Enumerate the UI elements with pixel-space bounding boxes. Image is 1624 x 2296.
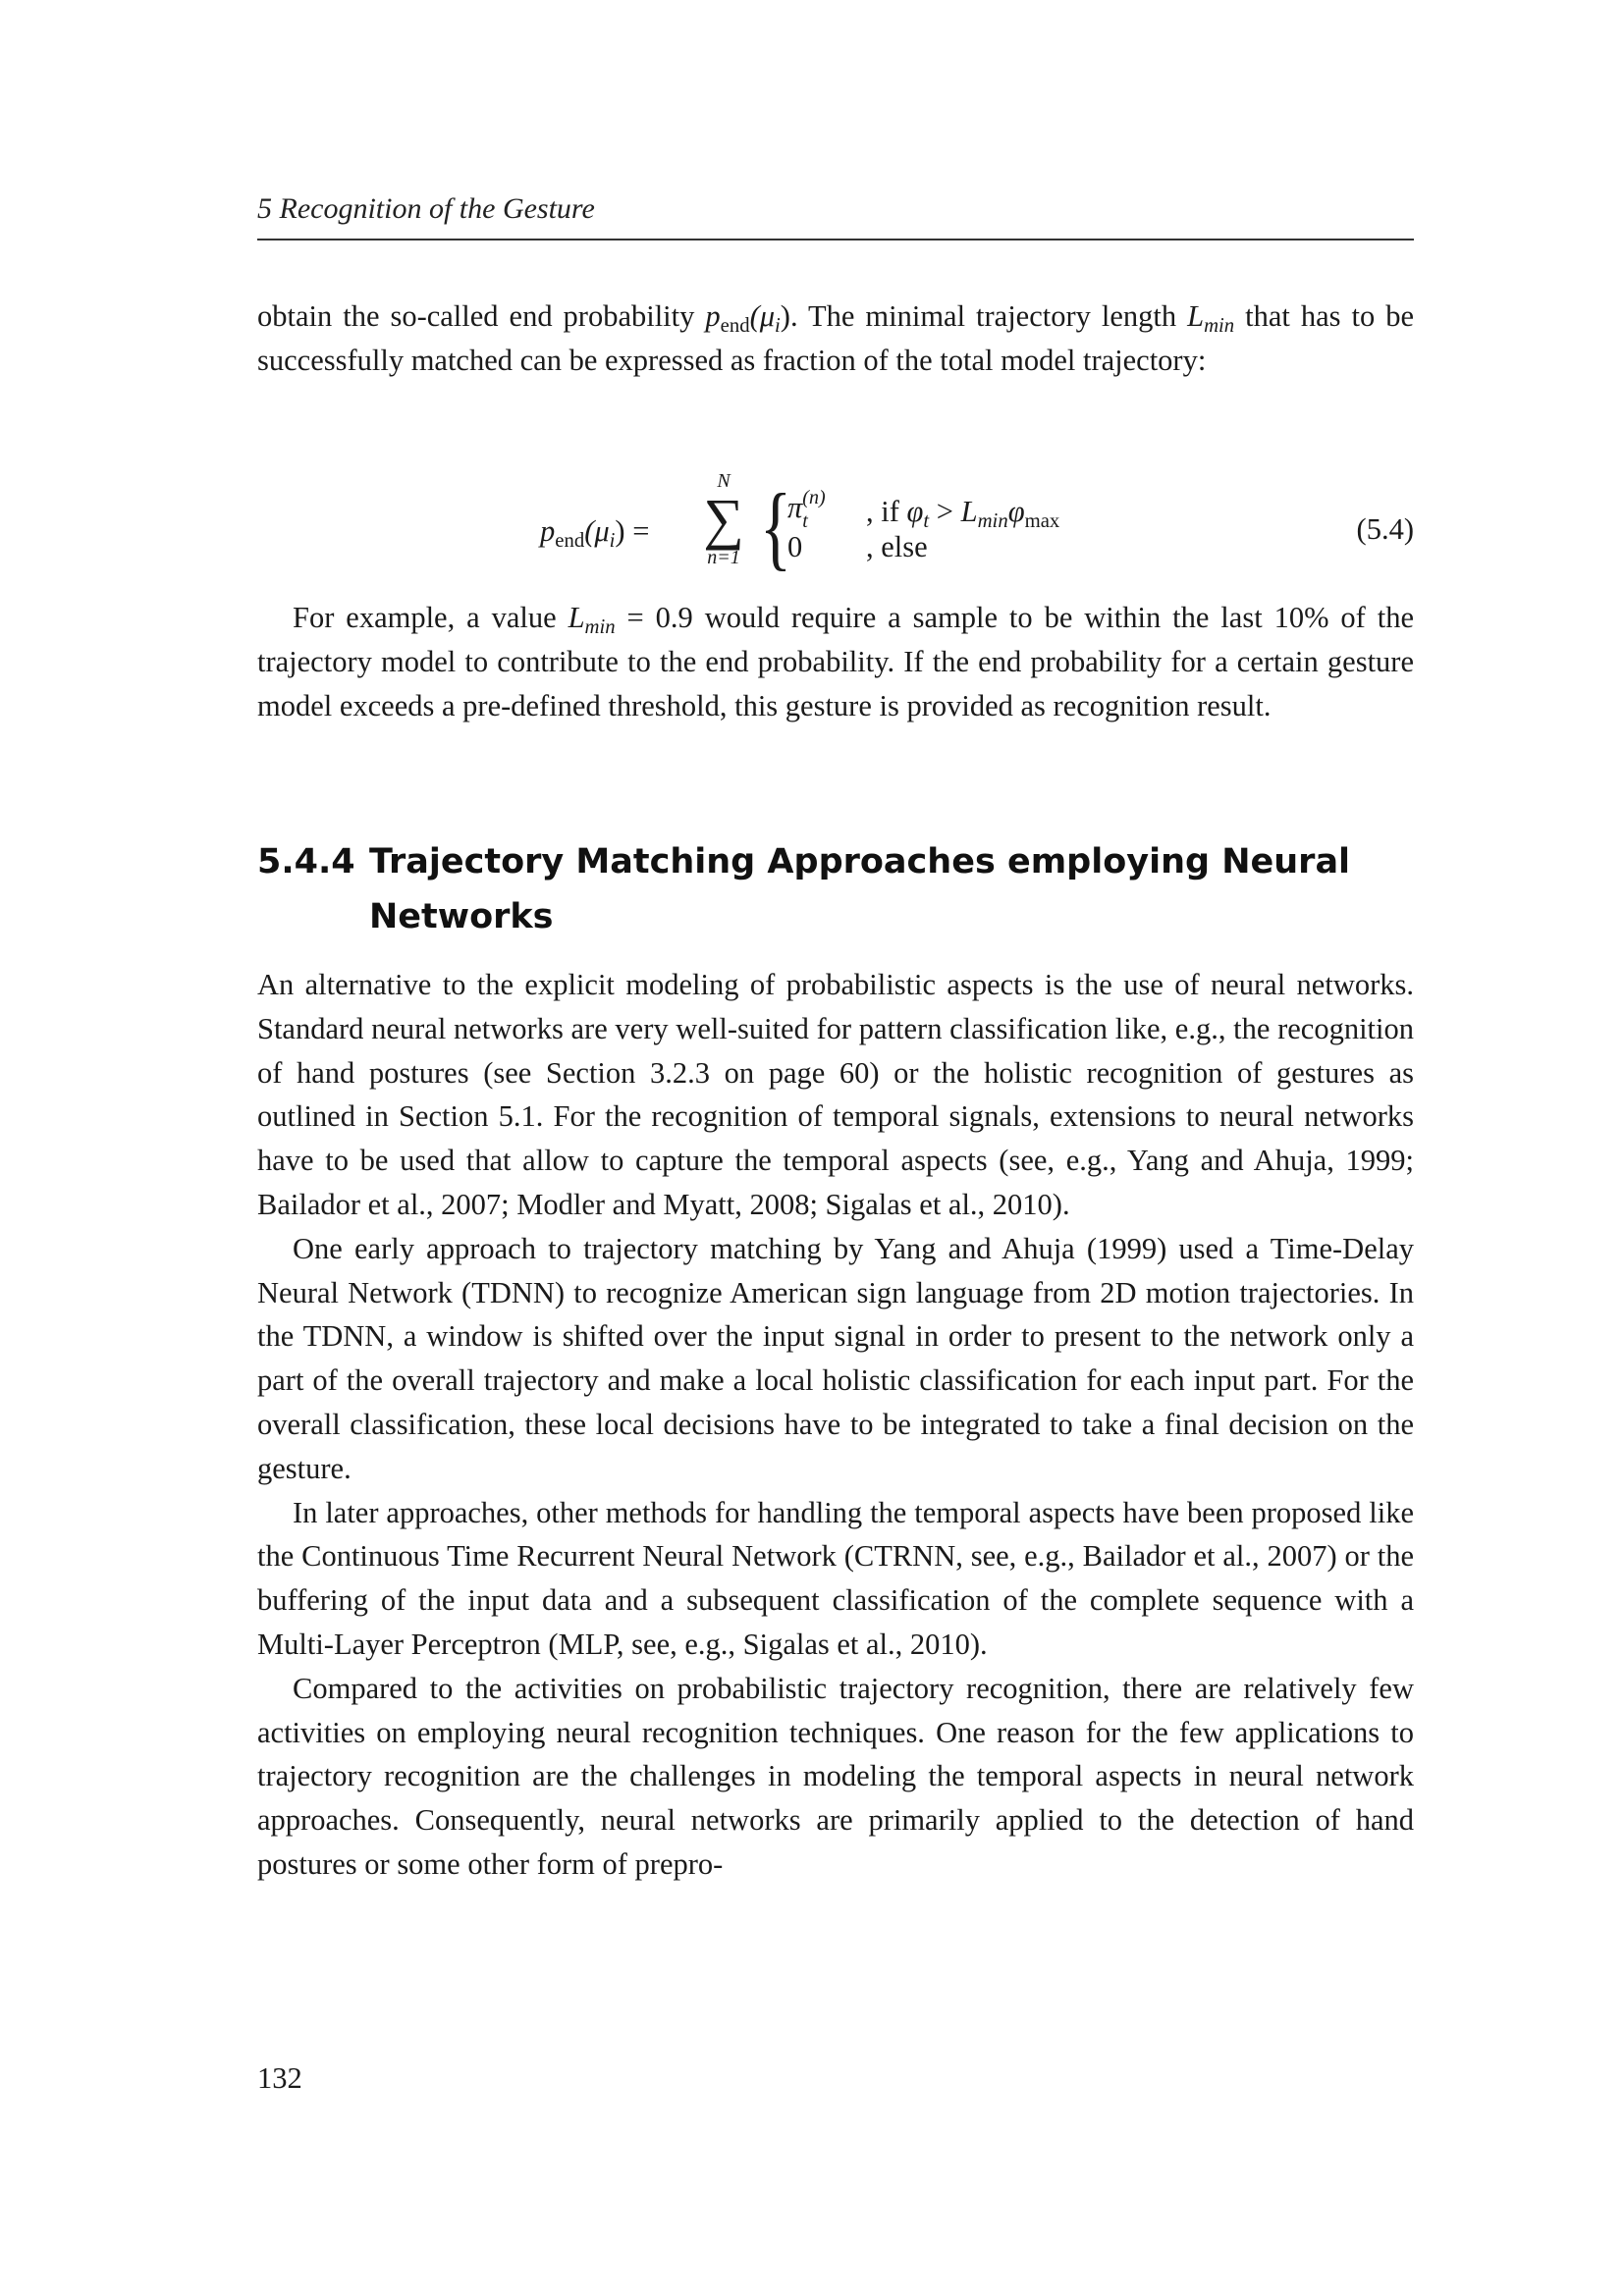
gt-sign: > [929, 495, 961, 528]
intro-text: obtain the so-called end probability [257, 299, 706, 333]
eq-L-sub: min [977, 509, 1008, 532]
case-1-value [787, 487, 832, 532]
example-paragraph [257, 596, 1414, 727]
math-sub-i: i [775, 314, 781, 337]
example-text-rest: = 0.9 would require a sample to be within the last 10% of the trajectory model to contribute to the end probability. If the end probability for a certain gesture model exceeds a pre-defined threshold, this gesture is provided as recognition result. [257, 601, 1414, 722]
sum-upper-limit: N [717, 470, 731, 492]
section-title: Trajectory Matching Approaches employing Neural Networks [369, 842, 1351, 936]
equation-number: (5.4) [1356, 512, 1414, 546]
case-2-value: 0 [787, 530, 803, 563]
body-paragraph: Compared to the activities on probabilistic trajectory recognition, there are relatively few activities on employing neural recognition techniques. One reason for the few applications to trajectory recognition are the challenges in modeling the temporal aspects in neural network approaches. Consequently, neural networks are primarily applied to the detection of hand postures or some other form of prepro- [257, 1671, 1414, 1881]
intro-text-2: ). The minimal trajectory length [780, 299, 1188, 333]
math-sub-min: min [1204, 314, 1235, 337]
eq-sub-i: i [609, 529, 616, 552]
body-paragraph: An alternative to the explicit modeling of probabilistic aspects is the use of neural networks. Standard neural networks are very well-suited for pattern classification like, e.g., the recognition of hand postures (see Section 3.2.3 on page 60) or the holistic recognition of gestures as outlined in Section 5.1. For the recognition of temporal signals, extensions to neural networks have to be used that allow to capture the temporal aspects (see, e.g., Yang and Ahuja, 1999; Bailador et al., 2007; Modler and Myatt, 2008; Sigalas et al., 2010). [257, 968, 1414, 1221]
header-rule [257, 239, 1414, 240]
section-number: 5.4.4 [257, 842, 355, 881]
math-mu: (μ [749, 299, 776, 333]
body-paragraph: One early approach to trajectory matching by Yang and Ahuja (1999) used a Time-Delay Neural Network (TDNN) to recognize American sign language from 2D motion trajectories. In the TDNN, a window is shifted over the input signal in order to present to the network only a part of the overall trajectory and make a local holistic classification for each input part. For the overall classification, these local decisions have to be integrated to take a final decision on the gesture. [257, 1231, 1414, 1485]
eq-p: p [540, 514, 556, 548]
phi-max: φ [1007, 495, 1025, 528]
case-1-condition [866, 495, 1060, 532]
example-math-L-sub: min [584, 615, 616, 638]
equation-lhs [540, 514, 650, 552]
math-sub-end: end [720, 314, 750, 337]
pi-subscript: t [802, 510, 808, 532]
summation [689, 469, 758, 569]
intro-paragraph [257, 294, 1414, 383]
sum-lower-limit: n=1 [707, 547, 740, 568]
pi-superscript: (n) [802, 487, 826, 508]
example-math-L: L [568, 601, 585, 634]
section-body [257, 963, 1414, 1887]
eq-equals: ) = [615, 514, 650, 548]
eq-L: L [960, 495, 978, 528]
example-text-start: For example, a value [293, 601, 568, 634]
page-number: 132 [257, 2061, 302, 2095]
sigma-symbol: ∑ [703, 487, 744, 551]
equation-5-4 [257, 469, 1414, 597]
math-p: p [705, 299, 721, 333]
intro-text-3: that has to be successfully matched can be expressed as fraction of the total model trajectory: [257, 299, 1415, 377]
cond-if: , if [866, 495, 907, 528]
eq-mu: (μ [584, 514, 610, 548]
running-header: 5 Recognition of the Gesture [257, 192, 595, 225]
body-paragraph: In later approaches, other methods for handling the temporal aspects have been proposed like the Continuous Time Recurrent Neural Network (CTRNN, see, e.g., Bailador et al., 2007) or the buffering of the input data and a subsequent classification of the complete sequence with a Multi-Layer Perceptron (MLP, see, e.g., Sigalas et al., 2010). [257, 1495, 1414, 1661]
case-2-condition: , else [866, 530, 928, 563]
eq-sub-end: end [555, 529, 585, 552]
phi-t: φ [906, 495, 924, 528]
phi-max-sub: max [1024, 509, 1060, 532]
cases-brace: { [759, 474, 792, 579]
math-L: L [1187, 299, 1205, 333]
pi-symbol: π [787, 491, 803, 524]
phi-t-sub: t [923, 509, 930, 532]
